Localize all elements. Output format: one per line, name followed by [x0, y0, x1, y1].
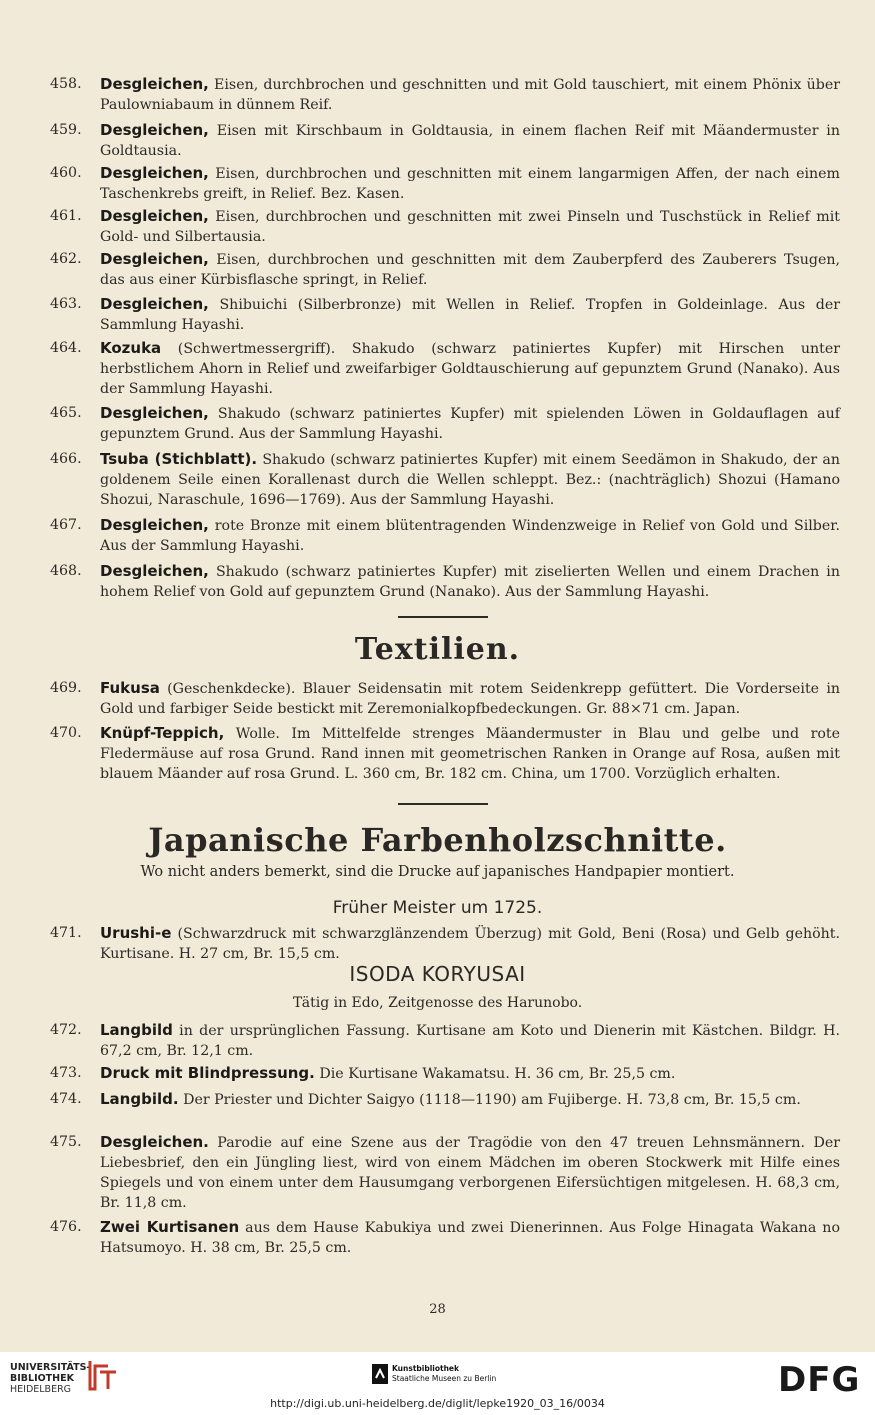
entry-number: 472. [50, 1022, 82, 1038]
entry-number: 468. [50, 563, 82, 579]
list-item [50, 338, 840, 399]
entry-title: Langbild [100, 1021, 173, 1039]
section-subtitle: Wo nicht anders bemerkt, sind die Drucke auf japanisches Handpapier montiert. [140, 864, 735, 880]
list-item [50, 923, 840, 964]
entry-title: Desgleichen, [100, 295, 209, 313]
entry-title: Zwei Kurtisanen [100, 1218, 240, 1236]
entry-number: 473. [50, 1065, 82, 1081]
entry-text: Eisen, durchbrochen und geschnitten und mit Gold tauschiert, mit einem Phönix über Paulowniabaum in dünnem Reif. [100, 77, 840, 113]
entry-title: Desgleichen, [100, 207, 209, 225]
entry-text: Shibuichi (Silberbronze) mit Wellen in Relief. Tropfen in Goldeinlage. Aus der Sammlung Hayashi. [100, 297, 840, 333]
entry-title: Tsuba (Stichblatt). [100, 450, 258, 468]
list-item [50, 163, 840, 204]
entry-number: 465. [50, 405, 82, 421]
entry-text: Eisen, durchbrochen und geschnitten mit einem langarmigen Affen, der nach einem Taschenkrebs greift, in Relief. Bez. Kasen. [100, 166, 840, 202]
entry-text: Wolle. Im Mittelfelde strenges Mäandermuster in Blau und gelbe und rote Fledermäuse auf rosa Grund. Rand innen mit geometrischen Ranken in Orange auf Rosa, außen mit blauem Mäander auf rosa Grund. L. 360 cm, Br. 182 cm. China, um 1700. Vorzüglich erhalten. [100, 726, 840, 782]
entry-text: Eisen, durchbrochen und geschnitten mit zwei Pinseln und Tuschstück in Relief mit Gold- und Silbertausia. [100, 209, 840, 245]
page-number: 28 [429, 1302, 446, 1317]
divider [398, 616, 488, 618]
entry-title: Desgleichen, [100, 121, 209, 139]
entry-text: Shakudo (schwarz patiniertes Kupfer) mit ziselierten Wellen und einem Drachen in hohem Relief von Gold auf gepunztem Grund (Nanako). Aus der Sammlung Hayashi. [100, 564, 840, 600]
university-logo-icon[interactable] [86, 1358, 120, 1396]
entry-number: 474. [50, 1091, 82, 1107]
list-item [50, 403, 840, 444]
subsection-title-early-masters: Früher Meister um 1725. [332, 898, 543, 918]
list-item [50, 1217, 840, 1258]
entry-title: Druck mit Blindpressung. [100, 1064, 315, 1082]
section-title-textilien: Textilien. [354, 632, 521, 667]
entry-number: 467. [50, 517, 82, 533]
entry-title: Fukusa [100, 679, 160, 697]
entry-text: Die Kurtisane Wakamatsu. H. 36 cm, Br. 25,5 cm. [314, 1066, 676, 1082]
entry-title: Knüpf-Teppich, [100, 724, 225, 742]
kunstbibliothek-logo-icon[interactable] [372, 1364, 388, 1388]
entry-title: Desgleichen, [100, 164, 209, 182]
entry-number: 458. [50, 76, 82, 92]
list-item [50, 1063, 840, 1084]
footer [0, 1352, 875, 1415]
entry-text: (Geschenkdecke). Blauer Seidensatin mit rotem Seidenkrepp gefüttert. Die Vorderseite in Gold und farbiger Seide bestickt mit Zeremonialkopfbedeckungen. Gr. 88×71 cm. Japan. [100, 681, 840, 717]
list-item [50, 249, 840, 290]
list-item [50, 74, 840, 115]
entry-text: Shakudo (schwarz patiniertes Kupfer) mit spielenden Löwen in Goldauflagen auf gepunztem Grund. Aus der Sammlung Hayashi. [100, 406, 840, 442]
source-url-link[interactable]: http://digi.ub.uni-heidelberg.de/diglit/lepke1920_03_16/0034 [270, 1397, 605, 1410]
entry-text: aus dem Hause Kabukiya und zwei Dienerinnen. Aus Folge Hinagata Wakana no Hatsumoyo. H. 38 cm, Br. 25,5 cm. [100, 1220, 840, 1256]
list-item [50, 1020, 840, 1061]
entry-text: Eisen, durchbrochen und geschnitten mit dem Zauberpferd des Zauberers Tsugen, das aus einer Kürbisflasche springt, in Relief. [100, 252, 840, 288]
entry-title: Urushi-e [100, 924, 172, 942]
entry-number: 471. [50, 925, 82, 941]
entry-title: Desgleichen, [100, 404, 209, 422]
entry-number: 475. [50, 1134, 82, 1150]
artist-subtitle: Tätig in Edo, Zeitgenosse des Harunobo. [292, 995, 583, 1011]
divider [398, 803, 488, 805]
list-item [50, 678, 840, 719]
entry-number: 466. [50, 451, 82, 467]
entry-number: 470. [50, 725, 82, 741]
list-item [50, 561, 840, 602]
entry-number: 460. [50, 165, 82, 181]
kunstbibliothek-label[interactable]: Kunstbibliothek Staatliche Museen zu Berlin [392, 1364, 497, 1383]
entry-text: Shakudo (schwarz patiniertes Kupfer) mit einem Seedämon in Shakudo, der an goldenem Seile einen Korallenast durch die Wellen schleppt. Bez.: (nachträglich) Shozui (Hamano Shozui, Naraschule, 1696—1769). Aus der Sammlung Hayashi. [100, 452, 841, 508]
entry-number: 462. [50, 251, 82, 267]
list-item [50, 120, 840, 161]
artist-heading: ISODA KORYUSAI [349, 962, 526, 986]
list-item [50, 294, 840, 335]
entry-number: 459. [50, 122, 82, 138]
entry-text: in der ursprünglichen Fassung. Kurtisane am Koto und Dienerin mit Kästchen. Bildgr. H. 67,2 cm, Br. 12,1 cm. [100, 1023, 840, 1059]
list-item [50, 449, 840, 510]
dfg-logo[interactable]: DFG [778, 1360, 861, 1400]
entry-number: 461. [50, 208, 82, 224]
entry-number: 464. [50, 340, 82, 356]
section-title-japanese-woodcuts: Japanische Farbenholzschnitte. [148, 821, 727, 859]
list-item [50, 1089, 840, 1110]
entry-text: rote Bronze mit einem blütentragenden Windenzweige in Relief von Gold und Silber. Aus der Sammlung Hayashi. [100, 518, 840, 554]
entry-title: Langbild. [100, 1090, 179, 1108]
entry-text: (Schwertmessergriff). Shakudo (schwarz patiniertes Kupfer) mit Hirschen unter herbstlichem Ahorn in Relief und zweifarbiger Goldtauschierung auf gepunztem Grund (Nanako). Aus der Sammlung Hayashi. [100, 341, 840, 397]
entry-text: (Schwarzdruck mit schwarzglänzendem Überzug) mit Gold, Beni (Rosa) und Gelb gehöht. Kurtisane. H. 27 cm, Br. 15,5 cm. [100, 926, 840, 962]
entry-title: Desgleichen, [100, 75, 209, 93]
entry-title: Desgleichen, [100, 516, 209, 534]
list-item [50, 206, 840, 247]
university-library-label[interactable]: UNIVERSITÄTS- BIBLIOTHEK HEIDELBERG [10, 1362, 91, 1395]
list-item [50, 723, 840, 784]
list-item [50, 515, 840, 556]
list-item [50, 1132, 840, 1213]
entry-number: 469. [50, 680, 82, 696]
entry-text: Eisen mit Kirschbaum in Goldtausia, in einem flachen Reif mit Mäandermuster in Goldtausia. [100, 123, 840, 159]
entry-title: Desgleichen. [100, 1133, 209, 1151]
entry-text: Der Priester und Dichter Saigyo (1118—1190) am Fujiberge. H. 73,8 cm, Br. 15,5 cm. [178, 1092, 801, 1108]
entry-title: Kozuka [100, 339, 162, 357]
entry-title: Desgleichen, [100, 562, 209, 580]
entry-text: Parodie auf eine Szene aus der Tragödie von den 47 treuen Lehnsmännern. Der Liebesbrief, den ein Jüngling liest, wird von einem Mädchen im oberen Stockwerk mit Hilfe eines Spiegels und von einem unter dem Hausumgang verborgenen Eifersüchtigen mitgelesen. H. 68,3 cm, Br. 11,8 cm. [100, 1135, 840, 1211]
entry-title: Desgleichen, [100, 250, 209, 268]
entry-number: 463. [50, 296, 82, 312]
entry-number: 476. [50, 1219, 82, 1235]
